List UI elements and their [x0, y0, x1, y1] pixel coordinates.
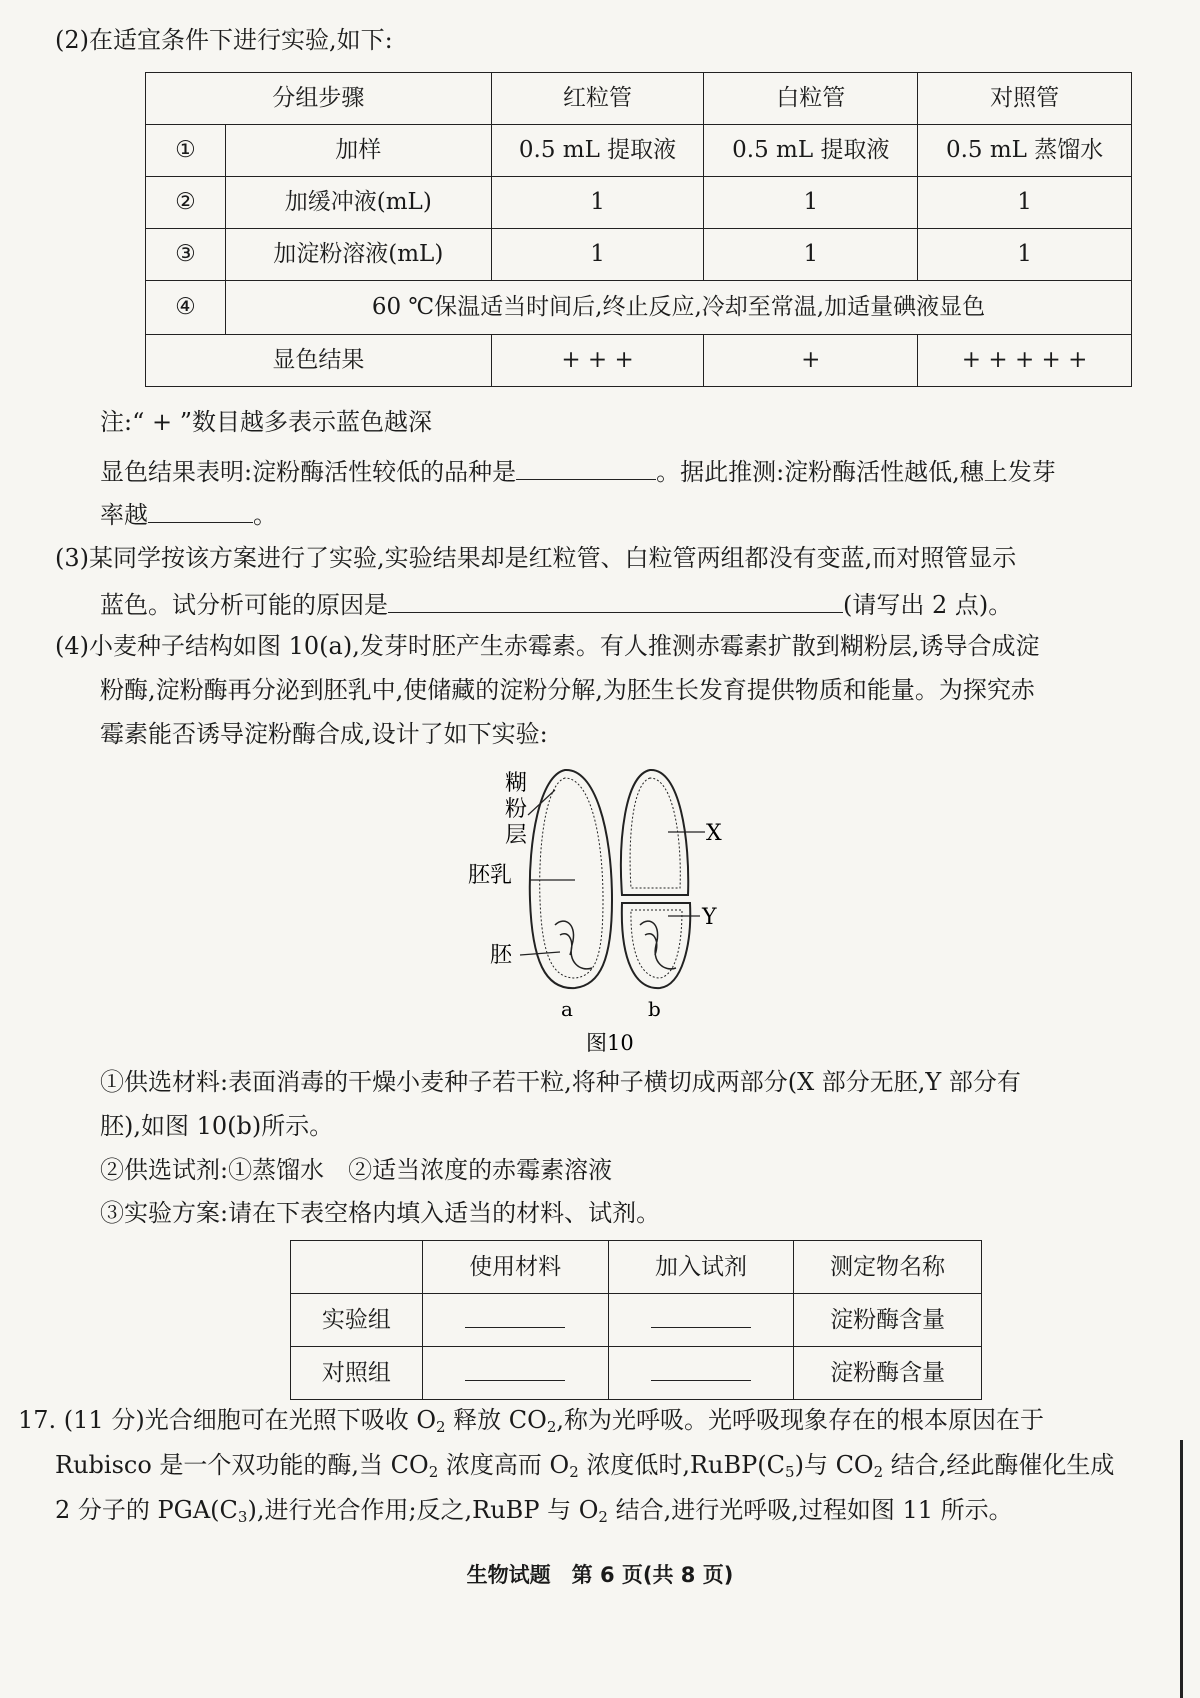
- label-b: b: [648, 997, 661, 1021]
- header-material: 使用材料: [422, 1241, 608, 1294]
- page-footer: 生物试题 第 6 页(共 8 页): [466, 1563, 734, 1587]
- q17-line3: 2 分子的 $PGA(C_3)$,进行光合作用;反之,RuBP 与 $O_2$ 结合,进行光呼吸,过程如图 11 所示。: [55, 1496, 1013, 1526]
- table-row: 实验组 淀粉酶含量: [291, 1294, 982, 1347]
- label-aleurone-2: 粉: [505, 797, 528, 822]
- header-red-tube: 红粒管: [491, 73, 704, 125]
- label-a: a: [561, 997, 573, 1021]
- header-reagent: 加入试剂: [608, 1241, 794, 1294]
- answer-blank[interactable]: [651, 1360, 751, 1381]
- q4-material-1a: ①供选材料:表面消毒的干燥小麦种子若干粒,将种子横切成两部分(X 部分无胚,Y 部分有: [100, 1068, 1021, 1096]
- figure-caption: 图10: [586, 1031, 634, 1055]
- label-aleurone-1: 糊: [505, 771, 528, 796]
- answer-blank[interactable]: [651, 1307, 751, 1328]
- header-white-tube: 白粒管: [704, 73, 918, 125]
- q2-result-line1: 显色结果表明:淀粉酶活性较低的品种是 。据此推测:淀粉酶活性越低,穗上发芽: [100, 458, 1056, 486]
- q3-line1: (3)某同学按该方案进行了实验,实验结果却是红粒管、白粒管两组都没有变蓝,而对照管显示: [55, 544, 1017, 572]
- label-x: X: [706, 821, 722, 846]
- plan-table: [290, 1240, 982, 1400]
- table-row: ④ 60 ℃保温适当时间后,终止反应,冷却至常温,加适量碘液显色: [146, 281, 1132, 335]
- table-row: ③ 加淀粉溶液(mL) 1 1 1: [146, 229, 1132, 281]
- q17-line1: 17. (11 分)光合细胞可在光照下吸收 $O_2$ 释放 $CO_2$,称为光呼吸。光呼吸现象存在的根本原因在于: [18, 1406, 1045, 1436]
- scan-edge: [1180, 1440, 1183, 1698]
- answer-blank[interactable]: [465, 1360, 565, 1381]
- table-row: ② 加缓冲液(mL) 1 1 1: [146, 177, 1132, 229]
- table-row: 对照组 淀粉酶含量: [291, 1347, 982, 1400]
- label-endosperm: 胚乳: [468, 863, 513, 888]
- label-embryo: 胚: [490, 943, 513, 968]
- q2-intro: (2)在适宜条件下进行实验,如下:: [55, 26, 393, 54]
- label-aleurone-3: 层: [505, 823, 528, 848]
- q4-line1: (4)小麦种子结构如图 10(a),发芽时胚产生赤霉素。有人推测赤霉素扩散到糊粉层,诱导合成淀: [55, 632, 1040, 660]
- q4-plan: ③实验方案:请在下表空格内填入适当的材料、试剂。: [100, 1199, 661, 1227]
- label-y: Y: [702, 905, 717, 930]
- seed-a-embryo: [555, 921, 592, 969]
- q3-line2: 蓝色。试分析可能的原因是 (请写出 2 点)。: [100, 591, 1013, 619]
- q4-line2: 粉酶,淀粉酶再分泌到胚乳中,使储藏的淀粉分解,为胚生长发育提供物质和能量。为探究赤: [100, 676, 1035, 704]
- q2-result-line2: 率越 。: [100, 501, 277, 529]
- header-control-tube: 对照管: [918, 73, 1132, 125]
- q17-line2: Rubisco 是一个双功能的酶,当 $CO_2$ 浓度高而 $O_2$ 浓度低时$,RuBP(C_5)$与 $CO_2$ 结合,经此酶催化生成: [55, 1451, 1115, 1481]
- table-row: ① 加样 0.5 mL 提取液 0.5 mL 提取液 0.5 mL 蒸馏水: [146, 125, 1132, 177]
- q4-material-1b: 胚),如图 10(b)所示。: [100, 1112, 334, 1140]
- table-row-result: 显色结果 + + + + + + + + +: [146, 335, 1132, 387]
- q4-reagent: ②供选试剂:①蒸馏水 ②适当浓度的赤霉素溶液: [100, 1156, 613, 1184]
- header-measure: 测定物名称: [794, 1241, 982, 1294]
- answer-blank[interactable]: [465, 1307, 565, 1328]
- q4-line3: 霉素能否诱导淀粉酶合成,设计了如下实验:: [100, 720, 548, 748]
- q2-note: 注:“ + ”数目越多表示蓝色越深: [100, 408, 432, 436]
- header-steps: 分组步骤: [146, 73, 492, 125]
